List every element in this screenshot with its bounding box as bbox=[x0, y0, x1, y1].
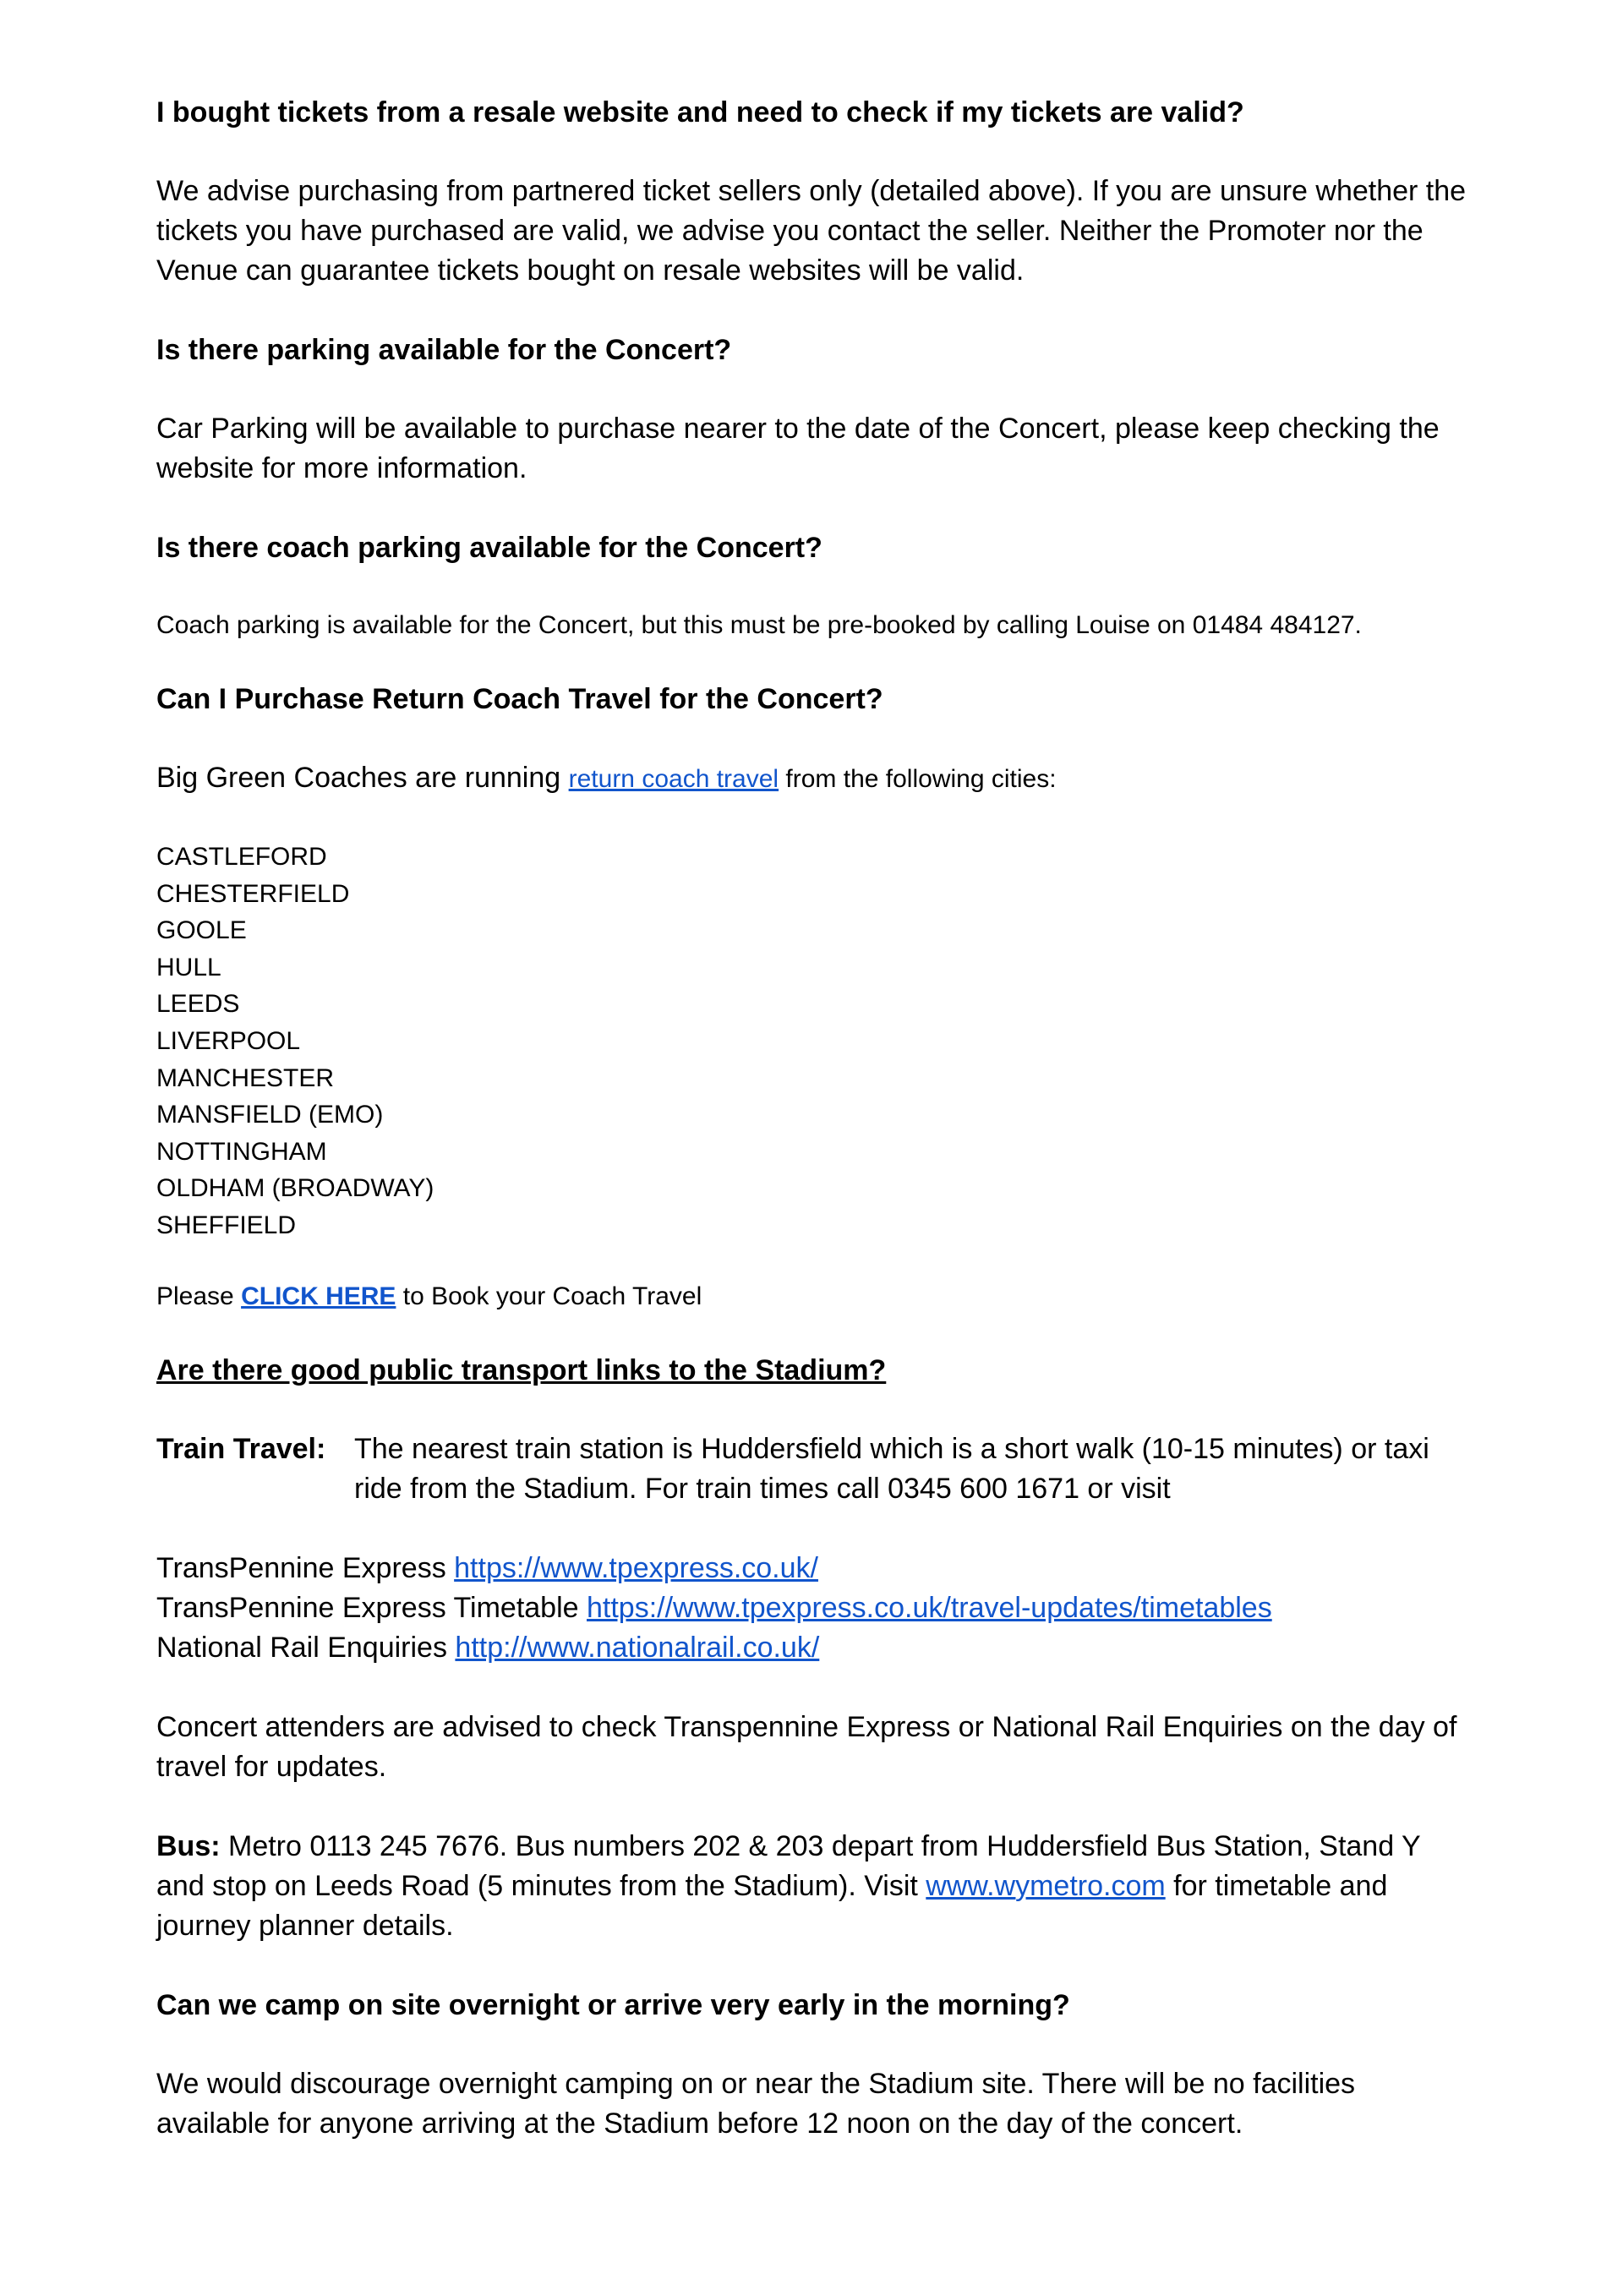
rail-link-line bbox=[156, 1628, 1475, 1668]
bus-info bbox=[156, 1827, 1475, 1946]
train-travel-text: The nearest train station is Huddersfield which is a short walk (10-15 minutes) or taxi ride from the Stadium. For train times call 0345 600 1671 or visit bbox=[354, 1432, 1429, 1505]
city-item: GOOLE bbox=[156, 916, 247, 945]
camping-answer: We would discourage overnight camping on or near the Stadium site. There will be no facilities available for anyone arriving at the Stadium before 12 noon on the day of the concert. bbox=[156, 2067, 1356, 2140]
city-item: LIVERPOOL bbox=[156, 1026, 301, 1055]
coach-parking-question: Is there coach parking available for the Concert? bbox=[156, 532, 822, 564]
city-item: CHESTERFIELD bbox=[156, 879, 350, 908]
bus-label: Bus: bbox=[156, 1829, 221, 1862]
book-before-text: Please bbox=[156, 1282, 242, 1310]
document-page bbox=[156, 93, 1475, 2184]
bus-text: Metro 0113 245 7676. Bus numbers 202 & 203 depart from Huddersfield Bus Station, Stand Y and stop on Leeds Road (5 minutes from the Stadium). Visit bbox=[156, 1829, 1421, 1902]
rail-link-label: TransPennine Express Timetable bbox=[156, 1591, 587, 1624]
rail-link-label: TransPennine Express bbox=[156, 1551, 455, 1584]
rail-link-line bbox=[156, 1549, 1475, 1588]
coach-travel-intro bbox=[156, 758, 1475, 799]
national-rail-link[interactable]: http://www.nationalrail.co.uk/ bbox=[455, 1631, 820, 1664]
return-coach-travel-link[interactable]: return coach travel bbox=[568, 765, 779, 793]
rail-link-label: National Rail Enquiries bbox=[156, 1631, 456, 1664]
travel-advice: Concert attenders are advised to check Transpennine Express or National Rail Enquiries on the day of travel for updates. bbox=[156, 1710, 1457, 1783]
book-coach-line bbox=[156, 1278, 1475, 1315]
rail-link-line bbox=[156, 1588, 1475, 1628]
parking-question: Is there parking available for the Concert? bbox=[156, 334, 732, 366]
tpexpress-link[interactable]: https://www.tpexpress.co.uk/ bbox=[454, 1551, 818, 1584]
rail-links bbox=[156, 1549, 1475, 1668]
book-after-text: to Book your Coach Travel bbox=[396, 1282, 702, 1310]
resale-answer: We advise purchasing from partnered ticket sellers only (detailed above). If you are unsure whether the tickets you have purchased are valid, we advise you contact the seller. Neither the Promoter nor the Venue can guarantee tickets bought on resale websites will be valid. bbox=[156, 175, 1467, 287]
coach-cities-list bbox=[156, 839, 1475, 1244]
camping-question: Can we camp on site overnight or arrive very early in the morning? bbox=[156, 1988, 1070, 2021]
city-item: CASTLEFORD bbox=[156, 843, 327, 871]
click-here-link[interactable]: CLICK HERE bbox=[241, 1282, 396, 1310]
resale-question: I bought tickets from a resale website and need to check if my tickets are valid? bbox=[156, 96, 1244, 128]
city-item: HULL bbox=[156, 953, 221, 981]
city-item: SHEFFIELD bbox=[156, 1211, 297, 1239]
wymetro-link[interactable]: www.wymetro.com bbox=[926, 1869, 1166, 1902]
city-item: OLDHAM (BROADWAY) bbox=[156, 1174, 434, 1203]
coach-parking-answer: Coach parking is available for the Concert, but this must be pre-booked by calling Louise on 01484 484127. bbox=[156, 611, 1362, 639]
train-travel-label: Train Travel: bbox=[156, 1432, 326, 1465]
coach-travel-intro-text: Big Green Coaches are running bbox=[156, 762, 569, 794]
train-travel-block bbox=[156, 1430, 1475, 1509]
city-item: NOTTINGHAM bbox=[156, 1137, 327, 1166]
city-item: LEEDS bbox=[156, 990, 240, 1019]
coach-travel-intro-from: from the following cities: bbox=[779, 765, 1057, 793]
coach-travel-question: Can I Purchase Return Coach Travel for the Concert? bbox=[156, 683, 883, 715]
city-item: MANSFIELD (EMO) bbox=[156, 1101, 384, 1129]
city-item: MANCHESTER bbox=[156, 1063, 335, 1092]
parking-answer: Car Parking will be available to purchase nearer to the date of the Concert, please keep checking the website for more information. bbox=[156, 413, 1440, 484]
tpexpress-timetable-link[interactable]: https://www.tpexpress.co.uk/travel-updates/timetables bbox=[587, 1591, 1272, 1624]
bus-text-after: for timetable and journey planner details. bbox=[156, 1869, 1388, 1942]
transport-question: Are there good public transport links to the Stadium? bbox=[156, 1353, 887, 1386]
